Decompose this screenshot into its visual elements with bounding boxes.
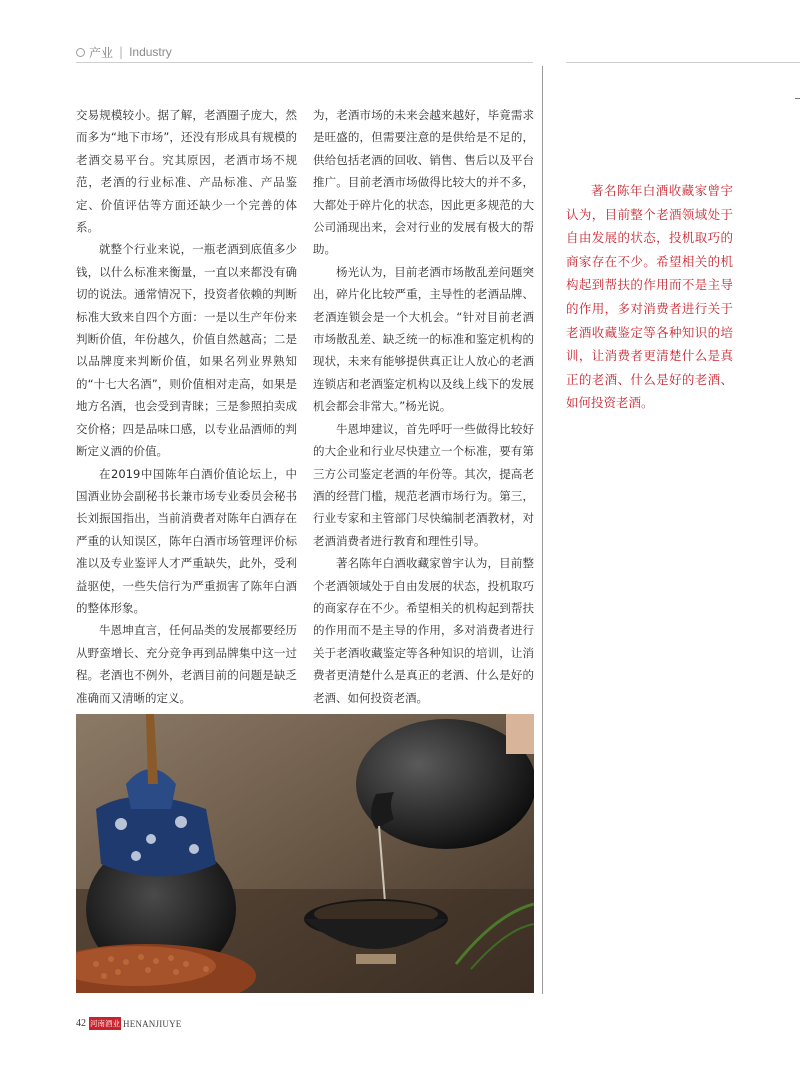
paragraph: 在2019中国陈年白酒价值论坛上，中国酒业协会副秘书长兼市场专业委员会秘书长刘振国指出，当前消费者对陈年白酒存在严重的认知误区，陈年白酒市场管理评价标准以及专业鉴评人才严重缺失，此外，受利益驱使，一些失信行为严重损害了陈年白酒的整体形象。	[76, 466, 297, 615]
liquor-pouring-photo	[76, 714, 534, 993]
magazine-logo: 河南酒业	[90, 1019, 120, 1028]
header-rule	[76, 62, 533, 63]
section-header	[76, 43, 172, 61]
circle-icon	[76, 48, 85, 57]
paragraph: 杨光认为，目前老酒市场散乱差问题突出，碎片化比较严重，主导性的老酒品牌、老酒连锁会是一个大机会。“针对目前老酒市场散乱差、缺乏统一的标准和鉴定机构的现状，未来有能够提供真正让人放心的老酒连锁店和老酒鉴定机构以及线上线下的发展机会都会非常大。”杨光说。	[313, 264, 534, 414]
paragraph: 牛恩坤直言，任何品类的发展都要经历从野蛮增长、充分竞争再到品牌集中这一过程。老酒也不例外，老酒目前的问题是缺乏准确而又清晰的定义。	[76, 623, 297, 705]
magazine-name: HENANJIUYE	[123, 1018, 182, 1029]
section-title-zh: 产业	[89, 45, 114, 60]
column-divider	[542, 66, 543, 994]
header-rule-right	[566, 62, 800, 63]
paragraph: 交易规模较小。据了解，老酒圈子庞大，然而多为“地下市场”，还没有形成具有规模的老酒交易平台。究其原因，老酒市场不规范，老酒的行业标准、产品标准、产品鉴定、价值评估等方面还缺少一个完善的体系。	[76, 108, 297, 235]
page-number: 42	[76, 1018, 86, 1029]
header-separator: |	[119, 45, 124, 59]
pull-quote: 著名陈年白酒收藏家曾宇认为，目前整个老酒领域处于自由发展的状态，投机取巧的商家存在不少。希望相关的机构起到帮扶的作用而不是主导的作用，多对消费者进行关于老酒收藏鉴定等各种知识的培训，让消费者更清楚什么是真正的老酒、什么是好的老酒、如何投资老酒。	[566, 183, 733, 411]
page-footer	[76, 1017, 182, 1030]
article-column-right	[313, 104, 534, 709]
edge-tick-mark	[795, 98, 800, 99]
paragraph: 著名陈年白酒收藏家曾宇认为，目前整个老酒领域处于自由发展的状态，投机取巧的商家存在不少。希望相关的机构起到帮扶的作用而不是主导的作用，多对消费者进行关于老酒收藏鉴定等各种知识的培训，让消费者更清楚什么是真正的老酒、什么是好的老酒、如何投资老酒。	[313, 556, 534, 705]
article-column-left	[76, 104, 297, 776]
section-title-en: Industry	[129, 45, 172, 59]
paragraph: 牛恩坤建议，首先呼吁一些做得比较好的大企业和行业尽快建立一个标准，要有第三方公司鉴定老酒的年份等。其次，提高老酒的经营门槛，规范老酒市场行为。第三，行业专家和主管部门尽快编制老酒教材，对老酒消费者进行教育和理性引导。	[313, 421, 534, 548]
paragraph: 为，老酒市场的未来会越来越好，毕竟需求是旺盛的，但需要注意的是供给是不足的，供给包括老酒的回收、销售、售后以及平台推广。目前老酒市场做得比较大的并不多，大都处于碎片化的状态，因此更多规范的大公司涌现出来，会对行业的发展有极大的帮助。	[313, 108, 534, 257]
paragraph: 就整个行业来说，一瓶老酒到底值多少钱，以什么标准来衡量，一直以来都没有确切的说法。通常情况下，投资者依赖的判断标准大致来自四个方面：一是以生产年份来判断价值，年份越久，价值自然越高；二是以品牌度来判断价值，如果名列业界熟知的“十七大名酒”，则价值相对走高，如果是地方名酒，也会受到青睐；三是参照拍卖成交价格；四是品味口感，以专业品酒师的判断定义酒的价值。	[76, 242, 297, 459]
